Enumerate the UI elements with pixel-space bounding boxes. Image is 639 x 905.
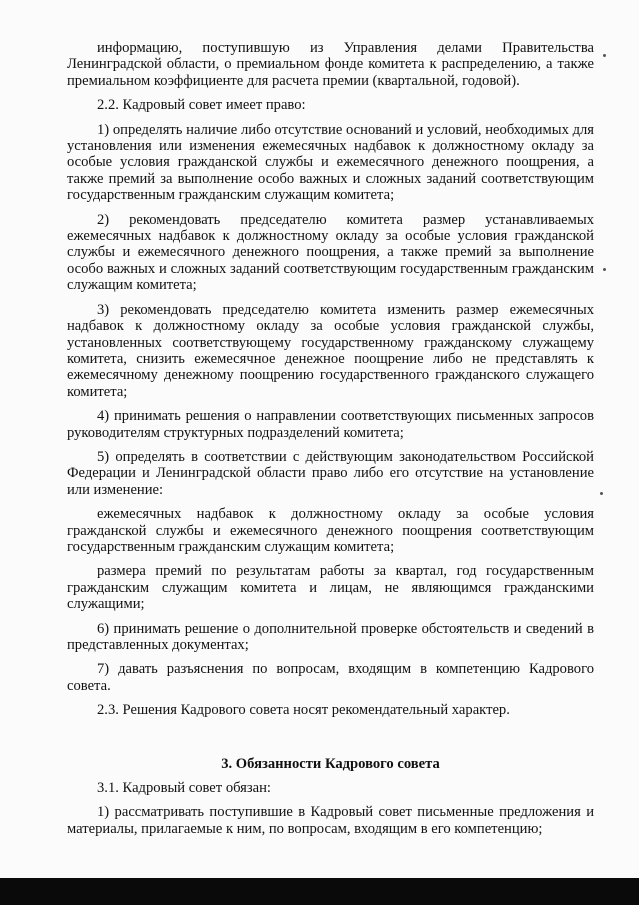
scan-bottom-edge (0, 878, 639, 905)
paragraph-right-5: 5) определять в соответствии с действующим законодательством Российской Федерации и Ленинградской области право либо его отсутствие на установление или изменение: (67, 448, 594, 498)
paragraph-right-5-bonuses: ежемесячных надбавок к должностному окладу за особые условия гражданской службы и ежемесячного денежного поощрения соответствующим государственным гражданским служащим комитета; (67, 506, 594, 555)
paragraph-right-2: 2) рекомендовать председателю комитета размер устанавливаемых ежемесячных надбавок к должностному окладу за особые условия гражданской службы и ежемесячного денежного поощрения, а также премий за выполнение особо важных и сложных заданий соответствующим государственным гражданским служащим комитета; (67, 211, 594, 294)
paragraph-2-3: 2.3. Решения Кадрового совета носят рекомендательный характер. (97, 702, 510, 719)
paragraph-right-3: 3) рекомендовать председателю комитета изменить размер ежемесячных надбавок к должностному окладу за особые условия гражданской службы, установленных соответствующему государственному гражданскому служащему комитета, снизить ежемесячное денежное поощрение либо не представлять к ежемесячному денежному поощрению государственного гражданского служащего комитета; (67, 301, 594, 400)
paragraph-2-2: 2.2. Кадровый совет имеет право: (97, 97, 306, 114)
paragraph-right-1: 1) определять наличие либо отсутствие оснований и условий, необходимых для установления или изменения ежемесячных надбавок к должностному окладу за особые условия гражданской службы и ежемесячного денежного поощрения, а также премий за выполнение особо важных и сложных заданий соответствующим государственным гражданским служащим комитета; (67, 121, 594, 204)
paragraph-right-6: 6) принимать решение о дополнительной проверке обстоятельств и сведений в представленных документах; (67, 620, 594, 653)
document-body (67, 40, 594, 845)
paragraph-right-4: 4) принимать решения о направлении соответствующих письменных запросов руководителям структурных подразделений комитета; (67, 408, 594, 441)
scan-speck (603, 54, 606, 57)
paragraph-3-1: 3.1. Кадровый совет обязан: (97, 780, 271, 797)
paragraph-premium-fund: информацию, поступившую из Управления делами Правительства Ленинградской области, о премиальном фонде комитета к распределению, а также премиальном коэффициенте для расчета премии (квартальной, годовой). (67, 40, 594, 89)
section-heading: 3. Обязанности Кадрового совета (221, 755, 440, 772)
scan-speck (600, 492, 603, 495)
paragraph-right-5-premiums: размера премий по результатам работы за квартал, год государственным гражданским служащим комитета и лицам, не являющимся гражданскими служащими; (67, 563, 594, 613)
scan-speck (603, 268, 606, 271)
paragraph-duty-1: 1) рассматривать поступившие в Кадровый совет письменные предложения и материалы, прилагаемые к ним, по вопросам, входящим в его компетенцию; (67, 804, 594, 837)
paragraph-right-7: 7) давать разъяснения по вопросам, входящим в компетенцию Кадрового совета. (67, 661, 594, 694)
